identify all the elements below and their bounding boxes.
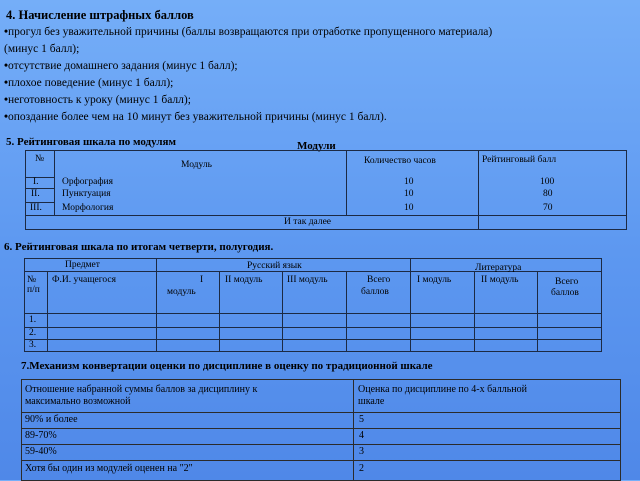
bullet-icon: • (4, 26, 9, 38)
header-module-2: II модуль (225, 275, 263, 285)
header-lit-total-b: баллов (551, 288, 579, 298)
row-num: III. (30, 203, 42, 213)
table-row: 3. (29, 340, 37, 350)
row-module: Морфология (62, 203, 114, 213)
row-rating: 100 (540, 177, 555, 187)
header-num: № п/п (27, 275, 40, 295)
row-grade: 3 (359, 446, 364, 457)
row-hours: 10 (404, 203, 414, 213)
header-lit-total-a: Всего (555, 277, 579, 287)
row-num: II. (31, 189, 40, 199)
header-num: № (35, 154, 45, 164)
list-item: •отсутствие домашнего задания (минус 1 балл); (4, 60, 238, 72)
table-row: 2. (29, 328, 37, 338)
row-num: I. (33, 177, 39, 187)
table-row: 1. (29, 315, 37, 325)
section-5-title: 5. Рейтинговая шкала по модулям (6, 136, 176, 148)
header-ratio-line-1: Отношение набранной суммы баллов за дисциплину к (25, 384, 258, 395)
bullet-icon: • (4, 77, 9, 89)
row-range: 89-70% (25, 430, 57, 441)
quarter-table (24, 258, 602, 352)
row-hours: 10 (404, 189, 414, 199)
header-lit-module-2: II модуль (481, 275, 519, 285)
header-subject: Предмет (65, 260, 100, 270)
section-6-title: 6. Рейтинговая шкала по итогам четверти, полугодия. (4, 241, 274, 253)
section-4-title: 4. Начисление штрафных баллов (6, 8, 194, 22)
list-item: (минус 1 балл); (4, 43, 80, 55)
table-footer: И так далее (284, 217, 332, 227)
header-ratio-line-2: максимально возможной (25, 396, 131, 407)
bullet-icon: • (4, 60, 9, 72)
bullet-icon: • (4, 94, 9, 106)
conversion-table (21, 379, 621, 481)
row-range: 90% и более (25, 414, 78, 425)
list-item: •опоздание более чем на 10 минут без уважительной причины (минус 1 балл). (4, 111, 387, 123)
row-range: Хотя бы один из модулей оценен на "2" (25, 463, 193, 474)
header-module: Модуль (181, 160, 212, 170)
header-module-1b: модуль (167, 287, 196, 297)
row-rating: 80 (543, 189, 553, 199)
list-item: •прогул без уважительной причины (баллы возвращаются при отработке пропущенного материала) (4, 26, 493, 38)
penalty-list (4, 24, 636, 126)
header-hours: Количество часов (364, 156, 436, 166)
row-rating: 70 (543, 203, 553, 213)
header-total-b: баллов (361, 287, 389, 297)
header-rating: Рейтинговый балл (482, 155, 557, 165)
row-grade: 5 (359, 414, 364, 425)
row-hours: 10 (404, 177, 414, 187)
header-literature: Литература (475, 263, 522, 273)
list-item: •плохое поведение (минус 1 балл); (4, 77, 174, 89)
modules-table (25, 150, 627, 230)
header-fio: Ф.И. учащегося (52, 275, 116, 285)
row-range: 59-40% (25, 446, 57, 457)
header-module-3: III модуль (287, 275, 328, 285)
bullet-icon: • (4, 111, 9, 123)
row-grade: 2 (359, 463, 364, 474)
header-russian: Русский язык (247, 261, 302, 271)
modules-caption: Модули (297, 140, 336, 152)
list-item: •неготовность к уроку (минус 1 балл); (4, 94, 191, 106)
row-module: Орфография (62, 177, 113, 187)
header-total-a: Всего (367, 275, 391, 285)
row-grade: 4 (359, 430, 364, 441)
row-module: Пунктуация (62, 189, 111, 199)
header-module-1a: I (200, 275, 204, 285)
section-7-title: 7.Механизм конвертации оценки по дисциплине в оценку по традиционной шкале (21, 360, 433, 372)
header-lit-module-1: I модуль (417, 275, 452, 285)
header-grade-line-1: Оценка по дисциплине по 4-х балльной (358, 384, 527, 395)
header-grade-line-2: шкале (358, 396, 385, 407)
